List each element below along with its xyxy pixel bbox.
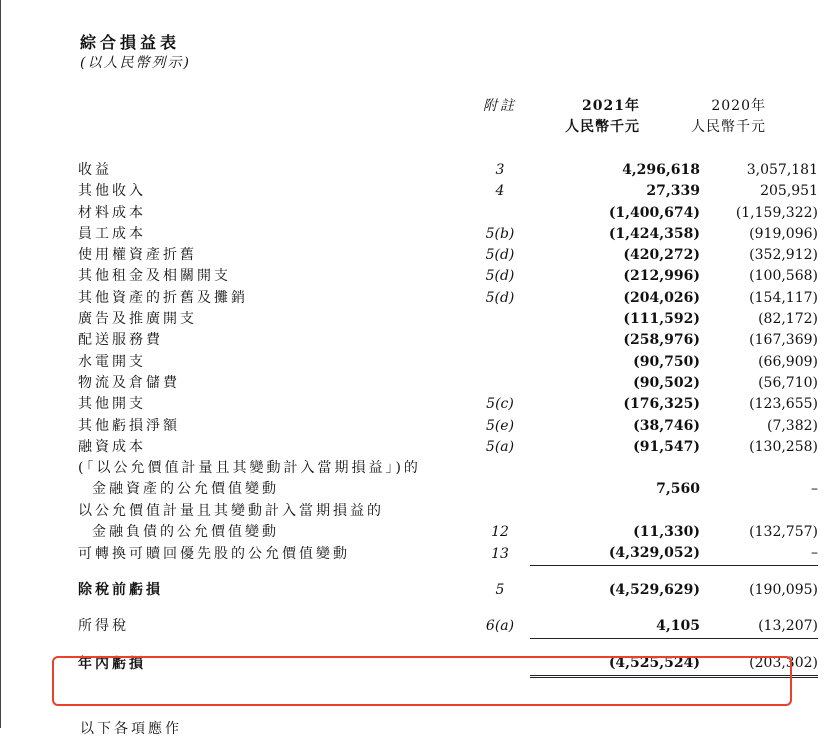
row-value-2021: (111,592) xyxy=(623,311,700,328)
table-row xyxy=(78,373,818,394)
row-label: 其他虧損淨額 xyxy=(78,417,180,434)
currency-note: (以人民幣列示) xyxy=(80,55,191,71)
table-row xyxy=(78,224,818,245)
row-value-2021: (91,547) xyxy=(633,438,700,455)
row-value-2021: (1,400,674) xyxy=(608,204,700,221)
row-value-2020: (167,369) xyxy=(749,332,818,349)
row-value-2021: (4,529,629) xyxy=(608,581,700,598)
row-value-2020: (7,382) xyxy=(766,417,818,434)
row-note xyxy=(470,309,530,330)
row-note xyxy=(470,203,530,224)
row-value-2020: (100,568) xyxy=(749,268,818,285)
row-label: 除稅前虧損 xyxy=(78,581,163,598)
row-value-2020: (56,710) xyxy=(758,374,818,391)
header-2021: 2021年 人民幣千元 xyxy=(565,98,640,135)
table-row xyxy=(78,479,818,500)
statement-title: 綜合損益表 xyxy=(80,33,181,52)
row-value-2021: (4,525,524) xyxy=(530,653,700,677)
row-value-2021: 27,339 xyxy=(646,183,700,200)
table-row-multiline-first xyxy=(78,458,818,479)
row-note: 5 xyxy=(495,581,505,598)
row-note: 5(a) xyxy=(485,438,515,455)
row-label: 其他開支 xyxy=(78,396,146,413)
row-label: 以公允價值計量且其變動計入當期損益的 xyxy=(78,502,384,519)
row-note: 5(b) xyxy=(485,225,515,242)
table-row-multiline-first xyxy=(78,501,818,522)
row-note: 5(d) xyxy=(485,268,515,285)
table-row xyxy=(78,245,818,266)
row-value-2021: (204,026) xyxy=(623,289,700,306)
table-row xyxy=(78,288,818,309)
table-row xyxy=(78,416,818,437)
row-value-2021: (1,424,358) xyxy=(608,225,700,242)
row-value-2021: (38,746) xyxy=(633,417,700,434)
table-row xyxy=(78,543,818,565)
page-left-edge xyxy=(0,0,1,728)
row-value-2021: 7,560 xyxy=(656,481,700,498)
row-value-2021: (258,976) xyxy=(623,332,700,349)
row-label: 使用權資產折舊 xyxy=(78,247,197,264)
row-label: 配送服務費 xyxy=(78,332,163,349)
row-label: 水電開支 xyxy=(78,353,146,370)
row-label: 其他收入 xyxy=(78,183,146,200)
table-row xyxy=(78,181,818,202)
row-value-2020: (154,117) xyxy=(749,289,818,306)
row-value-2020: (82,172) xyxy=(758,311,818,328)
highlight-box xyxy=(52,656,792,706)
row-value-2020: (352,912) xyxy=(749,247,818,264)
table-row xyxy=(78,437,818,458)
row-label-continued: 金融負債的公允價值變動 xyxy=(92,524,279,541)
row-value-2020: (190,095) xyxy=(749,581,818,598)
row-value-2020: (919,096) xyxy=(749,225,818,242)
row-value-2020: (132,757) xyxy=(749,524,818,541)
row-label: 年內虧損 xyxy=(78,655,146,672)
table-row xyxy=(78,394,818,415)
row-value-2020: (1,159,322) xyxy=(735,204,818,221)
row-label: 材料成本 xyxy=(78,204,146,221)
table-row-loss-before-tax xyxy=(78,580,818,602)
income-statement-table xyxy=(78,160,818,678)
table-row xyxy=(78,309,818,330)
row-note: 3 xyxy=(495,162,505,178)
row-value-2021: 4,105 xyxy=(656,617,700,634)
table-row xyxy=(78,160,818,181)
spacer-row xyxy=(78,602,818,616)
row-value-2021: (176,325) xyxy=(623,396,700,413)
table-row xyxy=(78,522,818,543)
row-note: 5(e) xyxy=(485,417,515,434)
row-note: 5(d) xyxy=(485,289,515,306)
row-label: 所得稅 xyxy=(78,618,129,635)
row-note: 5(d) xyxy=(485,247,515,264)
row-label: 其他租金及相關開支 xyxy=(78,268,231,285)
row-note: 13 xyxy=(491,545,509,562)
row-value-2021: (420,272) xyxy=(623,247,700,264)
row-value-2020: – xyxy=(811,545,818,562)
row-label: 融資成本 xyxy=(78,438,146,455)
row-value-2021: (4,329,052) xyxy=(608,545,700,562)
row-note xyxy=(470,373,530,394)
row-label: 廣告及推廣開支 xyxy=(78,311,197,328)
header-2020: 2020年 人民幣千元 xyxy=(691,98,766,135)
row-value-2021: (11,330) xyxy=(633,524,700,541)
table-row xyxy=(78,266,818,287)
row-note xyxy=(470,352,530,373)
row-label: (「以公允價值計量且其變動計入當期損益」)的 xyxy=(78,460,421,477)
row-label: 收益 xyxy=(78,162,112,178)
row-value-2020: (130,258) xyxy=(749,438,818,455)
table-row-income-tax xyxy=(78,616,818,639)
row-value-2020: – xyxy=(811,481,818,498)
row-label-continued: 金融資產的公允價值變動 xyxy=(92,481,279,498)
row-note xyxy=(470,330,530,351)
table-row xyxy=(78,352,818,373)
row-label: 其他資產的折舊及攤銷 xyxy=(78,289,248,306)
row-note: 6(a) xyxy=(485,618,515,635)
row-value-2020: (123,655) xyxy=(749,396,818,413)
row-value-2020: (66,909) xyxy=(758,353,818,370)
row-value-2020: 3,057,181 xyxy=(746,162,818,178)
row-note xyxy=(470,479,530,500)
row-value-2021: (212,996) xyxy=(623,268,700,285)
table-row xyxy=(78,203,818,224)
row-note: 4 xyxy=(495,183,505,200)
row-label: 物流及倉儲費 xyxy=(78,374,180,391)
row-note: 12 xyxy=(491,524,509,541)
spacer-row xyxy=(78,565,818,580)
row-note: 5(c) xyxy=(486,396,514,413)
row-label: 員工成本 xyxy=(78,225,146,242)
table-row xyxy=(78,330,818,351)
row-label: 可轉換可贖回優先股的公允價值變動 xyxy=(78,545,350,562)
spacer-row xyxy=(78,638,818,653)
row-value-2020: (13,207) xyxy=(758,617,818,634)
cut-off-text: 以下各項應作 xyxy=(80,721,182,737)
row-value-2020: 205,951 xyxy=(760,183,818,200)
row-value-2020: (203,302) xyxy=(700,653,818,677)
row-value-2021: 4,296,618 xyxy=(622,162,700,178)
row-value-2021: (90,502) xyxy=(633,374,700,391)
row-value-2021: (90,750) xyxy=(633,353,700,370)
header-note: 附註 xyxy=(483,98,517,114)
